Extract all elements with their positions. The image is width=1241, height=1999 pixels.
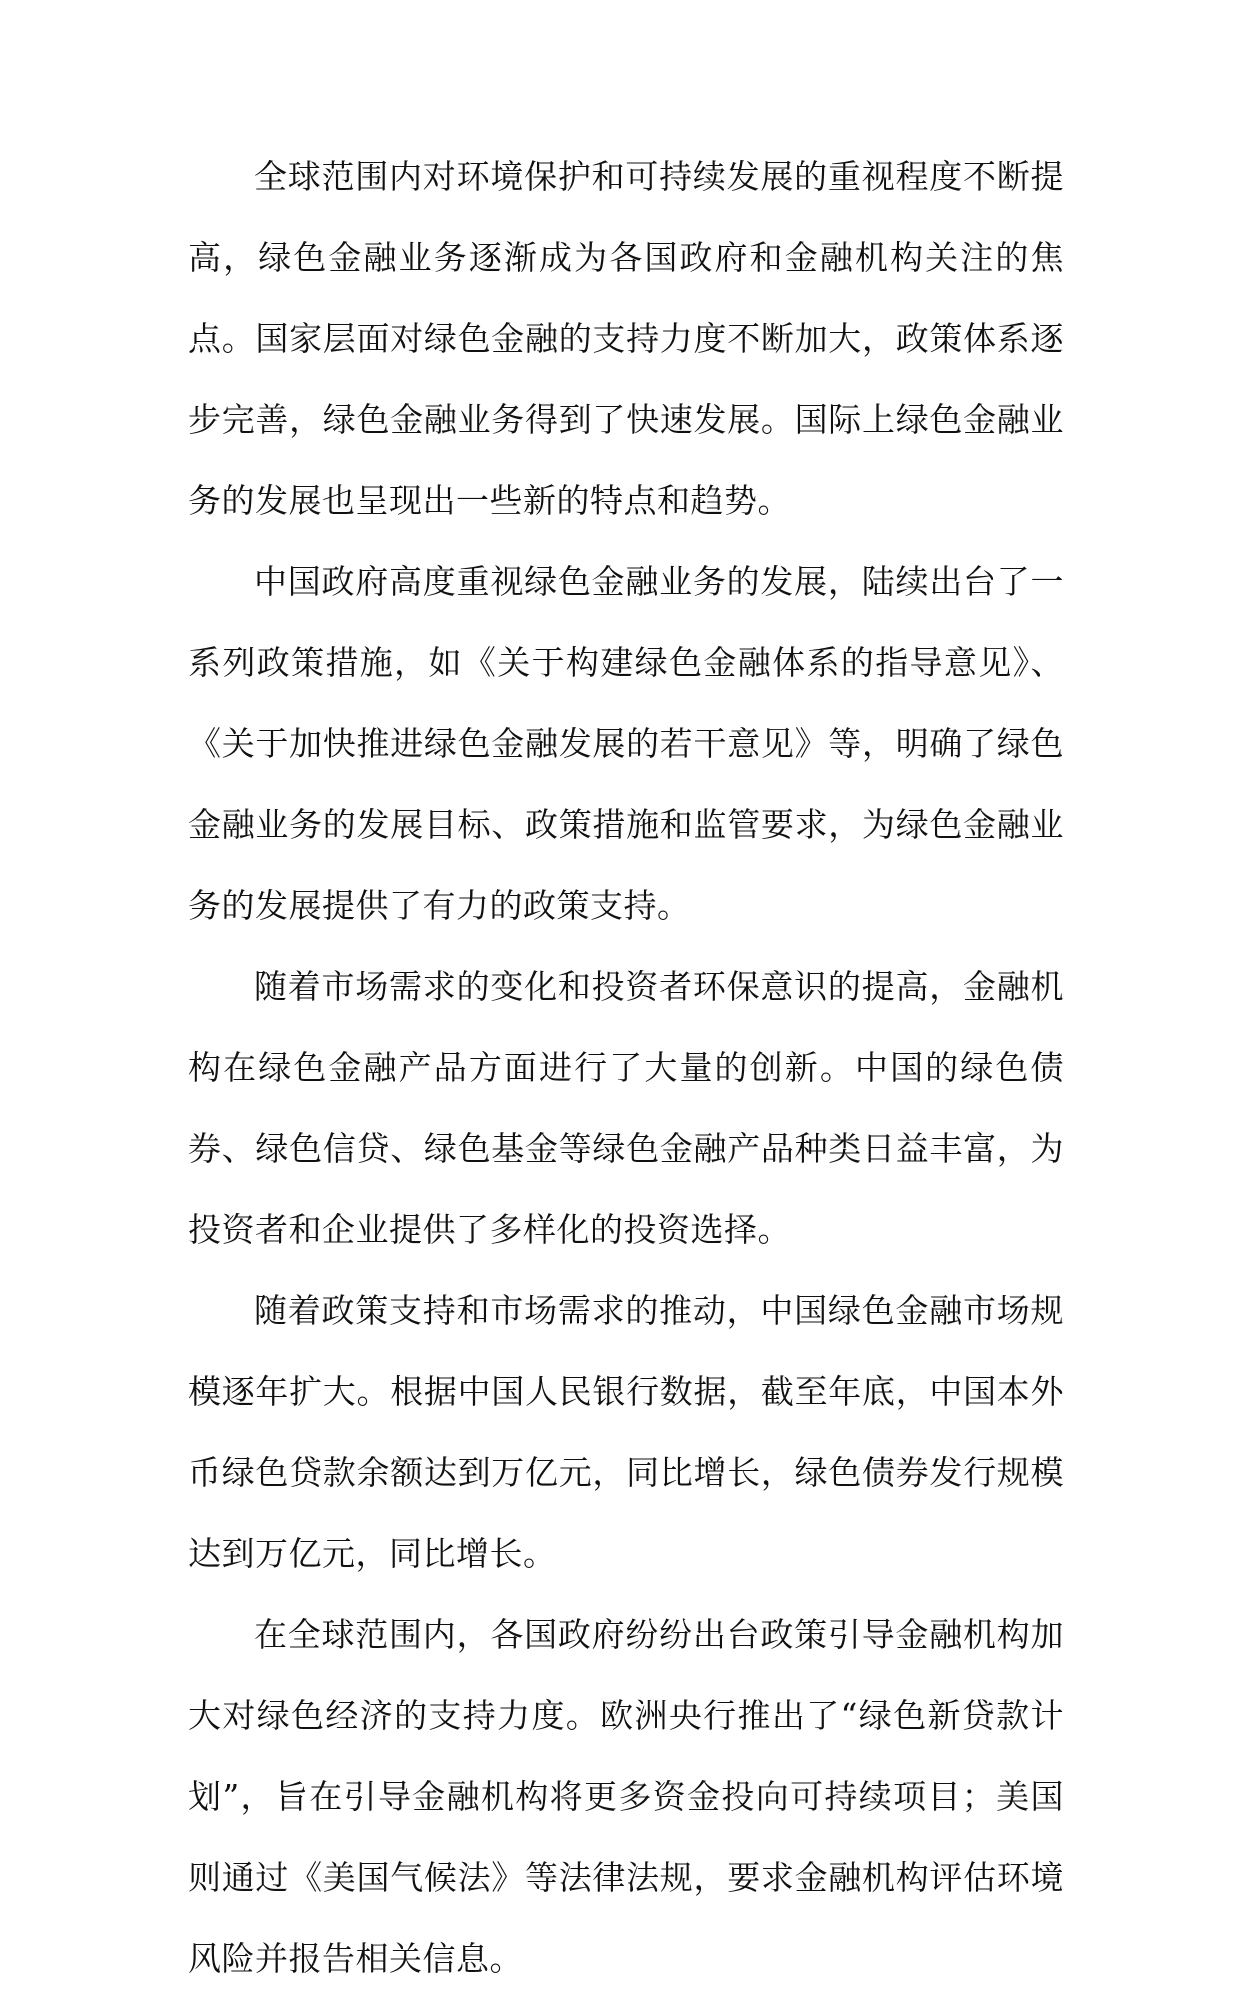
paragraph-global-green-finance: 全球范围内对环境保护和可持续发展的重视程度不断提高，绿色金融业务逐渐成为各国政府和金融机构关注的焦点。国家层面对绿色金融的支持力度不断加大，政策体系逐步完善，绿色金融业务得到了快速发展。国际上绿色金融业务的发展也呈现出一些新的特点和趋势。: [188, 157, 1064, 520]
paragraph-market-scale: 随着政策支持和市场需求的推动，中国绿色金融市场规模逐年扩大。根据中国人民银行数据，截至年底，中国本外币绿色贷款余额达到万亿元，同比增长，绿色债券发行规模达到万亿元，同比增长。: [188, 1291, 1064, 1573]
document-body: [188, 136, 1064, 1999]
paragraph-product-innovation: 随着市场需求的变化和投资者环保意识的提高，金融机构在绿色金融产品方面进行了大量的创新。中国的绿色债券、绿色信贷、绿色基金等绿色金融产品种类日益丰富，为投资者和企业提供了多样化的投资选择。: [188, 967, 1064, 1249]
paragraph-international-policy: 在全球范围内，各国政府纷纷出台政策引导金融机构加大对绿色经济的支持力度。欧洲央行推出了“绿色新贷款计划”，旨在引导金融机构将更多资金投向可持续项目；美国则通过《美国气候法》等法律法规，要求金融机构评估环境风险并报告相关信息。: [188, 1615, 1064, 1978]
paragraph-china-policy: 中国政府高度重视绿色金融业务的发展，陆续出台了一系列政策措施，如《关于构建绿色金融体系的指导意见》、《关于加快推进绿色金融发展的若干意见》等，明确了绿色金融业务的发展目标、政策措施和监管要求，为绿色金融业务的发展提供了有力的政策支持。: [188, 562, 1064, 925]
